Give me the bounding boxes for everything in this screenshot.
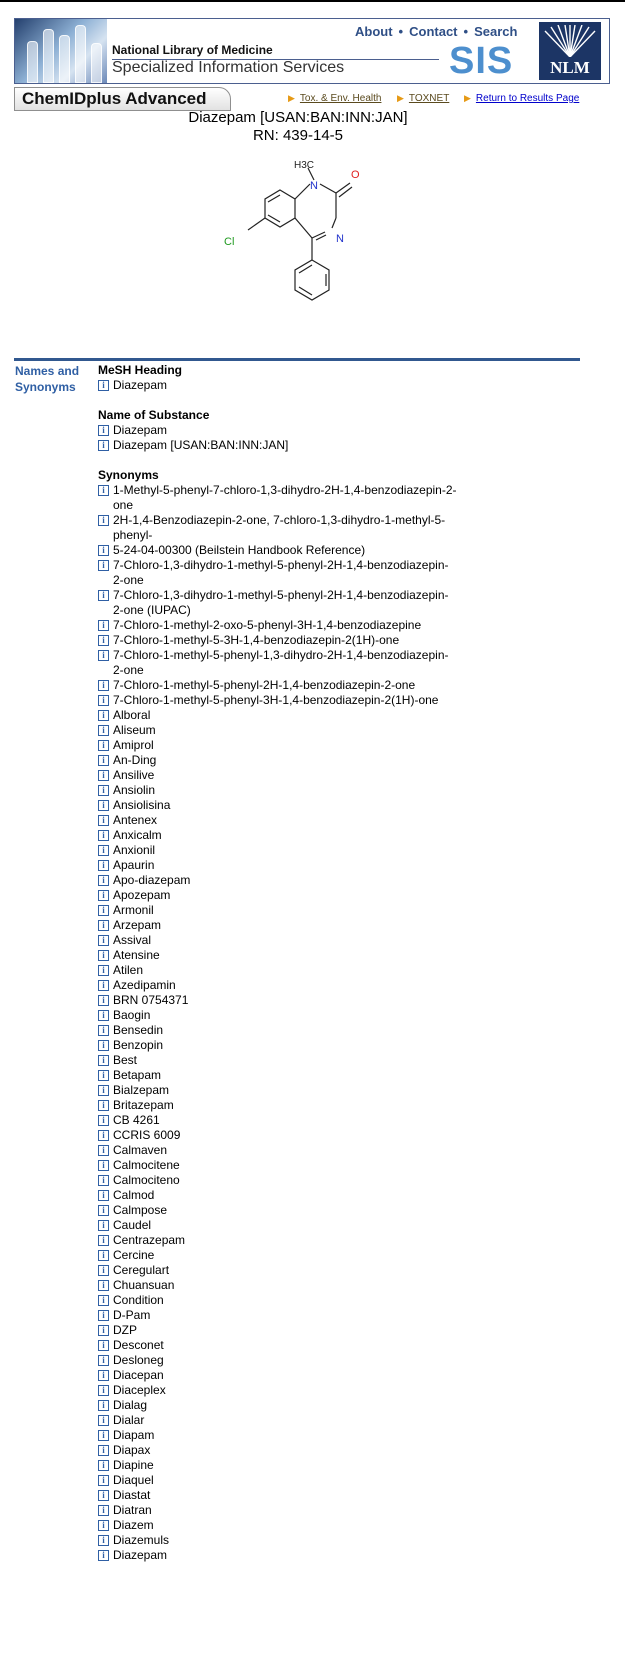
return-to-results-link[interactable]: Return to Results Page bbox=[475, 93, 580, 104]
info-icon[interactable]: i bbox=[98, 815, 109, 826]
info-icon[interactable]: i bbox=[98, 1280, 109, 1291]
list-item bbox=[98, 1188, 458, 1203]
list-item-text: BRN 0754371 bbox=[113, 993, 189, 1007]
list-item bbox=[98, 1413, 458, 1428]
list-item bbox=[98, 753, 458, 768]
info-icon[interactable]: i bbox=[98, 1295, 109, 1306]
info-icon[interactable]: i bbox=[98, 755, 109, 766]
list-item-text: Antenex bbox=[113, 813, 158, 827]
chemical-structure bbox=[200, 148, 400, 338]
list-item bbox=[98, 783, 458, 798]
names-synonyms-content bbox=[98, 363, 458, 1563]
list-item-text: D-Pam bbox=[113, 1308, 151, 1322]
list-item bbox=[98, 1008, 458, 1023]
info-icon[interactable]: i bbox=[98, 485, 109, 496]
list-item bbox=[98, 978, 458, 993]
list-item-text: Benzopin bbox=[113, 1038, 164, 1052]
list-item-text: Calmpose bbox=[113, 1203, 168, 1217]
about-link[interactable]: About bbox=[355, 24, 393, 39]
list-item bbox=[98, 948, 458, 963]
info-icon[interactable]: i bbox=[98, 1325, 109, 1336]
list-item bbox=[98, 1173, 458, 1188]
info-icon[interactable]: i bbox=[98, 980, 109, 991]
list-item bbox=[98, 1458, 458, 1473]
list-item bbox=[98, 888, 458, 903]
list-item-text: Betapam bbox=[113, 1068, 162, 1082]
list-item-text: Centrazepam bbox=[113, 1233, 186, 1247]
info-icon[interactable]: i bbox=[98, 770, 109, 781]
list-item-text: 2H-1,4-Benzodiazepin-2-one, 7-chloro-1,3-dihydro-1-methyl-5-phenyl- bbox=[113, 513, 446, 542]
info-icon[interactable]: i bbox=[98, 1385, 109, 1396]
list-item-text: Diazepam bbox=[113, 423, 168, 437]
compound-title: Diazepam [USAN:BAN:INN:JAN] bbox=[188, 109, 408, 126]
list-item bbox=[98, 648, 458, 678]
list-item-text: Diaquel bbox=[113, 1473, 154, 1487]
list-item bbox=[98, 798, 458, 813]
info-icon[interactable]: i bbox=[98, 560, 109, 571]
list-item-text: Diazepam bbox=[113, 1548, 168, 1562]
oxygen-label: O bbox=[351, 169, 360, 181]
list-item-text: 7-Chloro-1-methyl-5-phenyl-3H-1,4-benzodiazepin-2(1H)-one bbox=[113, 693, 439, 707]
methyl-label: H3C bbox=[294, 160, 315, 171]
list-item bbox=[98, 828, 458, 843]
info-icon[interactable]: i bbox=[98, 1085, 109, 1096]
info-icon[interactable]: i bbox=[98, 1010, 109, 1021]
return-results-link-wrap bbox=[464, 93, 579, 104]
list-item bbox=[98, 1338, 458, 1353]
list-item-text: Anxicalm bbox=[113, 828, 162, 842]
list-item bbox=[98, 378, 458, 393]
nitrogen-2-label: N bbox=[336, 233, 344, 245]
list-item bbox=[98, 768, 458, 783]
info-icon[interactable]: i bbox=[98, 1400, 109, 1411]
list-item-text: Diazem bbox=[113, 1518, 154, 1532]
info-icon[interactable]: i bbox=[98, 1265, 109, 1276]
arrow-icon: ▶ bbox=[464, 93, 471, 103]
list-item bbox=[98, 1368, 458, 1383]
info-icon[interactable]: i bbox=[98, 1460, 109, 1471]
info-icon[interactable]: i bbox=[98, 1430, 109, 1441]
list-item bbox=[98, 993, 458, 1008]
list-item-text: Diacepan bbox=[113, 1368, 164, 1382]
list-item bbox=[98, 918, 458, 933]
list-item-text: Dialar bbox=[113, 1413, 145, 1427]
banner-nav: About • Contact • Search bbox=[355, 24, 518, 39]
list-item-text: 1-Methyl-5-phenyl-7-chloro-1,3-dihydro-2H-1,4-benzodiazepin-2-one bbox=[113, 483, 457, 512]
list-item bbox=[98, 963, 458, 978]
list-item bbox=[98, 1278, 458, 1293]
info-icon[interactable]: i bbox=[98, 1055, 109, 1066]
list-item bbox=[98, 723, 458, 738]
info-icon[interactable]: i bbox=[98, 440, 109, 451]
list-item-text: Assival bbox=[113, 933, 152, 947]
info-icon[interactable]: i bbox=[98, 620, 109, 631]
info-icon[interactable]: i bbox=[98, 1160, 109, 1171]
list-item bbox=[98, 633, 458, 648]
info-icon[interactable]: i bbox=[98, 1250, 109, 1261]
list-item-text: Calmocitene bbox=[113, 1158, 180, 1172]
mesh-heading: MeSH Heading bbox=[98, 363, 183, 377]
list-item bbox=[98, 1233, 458, 1248]
sis-subtitle: Specialized Information Services bbox=[112, 59, 345, 76]
list-item bbox=[98, 1548, 458, 1563]
list-item-text: Condition bbox=[113, 1293, 164, 1307]
contact-link[interactable]: Contact bbox=[409, 24, 458, 39]
info-icon[interactable]: i bbox=[98, 1145, 109, 1156]
nitrogen-1-label: N bbox=[310, 180, 318, 192]
toxnet-link[interactable]: TOXNET bbox=[408, 93, 450, 104]
info-icon[interactable]: i bbox=[98, 830, 109, 841]
list-item-text: Dialag bbox=[113, 1398, 148, 1412]
info-icon[interactable]: i bbox=[98, 1205, 109, 1216]
list-item-text: Diapax bbox=[113, 1443, 151, 1457]
test-tubes-image bbox=[15, 19, 107, 83]
list-item bbox=[98, 1443, 458, 1458]
list-item bbox=[98, 813, 458, 828]
list-item bbox=[98, 903, 458, 918]
info-icon[interactable]: i bbox=[98, 1025, 109, 1036]
list-item bbox=[98, 858, 458, 873]
list-item-text: Chuansuan bbox=[113, 1278, 175, 1292]
list-item bbox=[98, 1533, 458, 1548]
info-icon[interactable]: i bbox=[98, 1040, 109, 1051]
list-item-text: Alboral bbox=[113, 708, 151, 722]
list-item bbox=[98, 1383, 458, 1398]
list-item-text: Apaurin bbox=[113, 858, 155, 872]
list-item-text: Diazepam [USAN:BAN:INN:JAN] bbox=[113, 438, 289, 452]
list-item bbox=[98, 1263, 458, 1278]
list-item bbox=[98, 738, 458, 753]
list-item bbox=[98, 618, 458, 633]
info-icon[interactable]: i bbox=[98, 1505, 109, 1516]
list-item-text: Calmod bbox=[113, 1188, 155, 1202]
chemidplus-tab bbox=[14, 87, 231, 111]
list-item-text: Aliseum bbox=[113, 723, 156, 737]
list-item-text: Diastat bbox=[113, 1488, 151, 1502]
list-item-text: Ansiolin bbox=[113, 783, 156, 797]
list-item-text: Ceregulart bbox=[113, 1263, 170, 1277]
site-banner bbox=[14, 18, 610, 84]
list-item bbox=[98, 1158, 458, 1173]
info-icon[interactable]: i bbox=[98, 1475, 109, 1486]
chlorine-label: Cl bbox=[224, 236, 235, 248]
list-item bbox=[98, 1023, 458, 1038]
chemidplus-title: ChemIDplus Advanced bbox=[22, 89, 207, 108]
list-item-text: Diazepam bbox=[113, 378, 168, 392]
info-icon[interactable]: i bbox=[98, 1445, 109, 1456]
list-item bbox=[98, 438, 458, 453]
list-item-text: 7-Chloro-1,3-dihydro-1-methyl-5-phenyl-2H-1,4-benzodiazepin-2-one (IUPAC) bbox=[113, 588, 449, 617]
synonyms-heading: Synonyms bbox=[98, 468, 159, 482]
list-item-text: DZP bbox=[113, 1323, 137, 1337]
list-item-text: Atilen bbox=[113, 963, 144, 977]
list-item bbox=[98, 423, 458, 438]
info-icon[interactable]: i bbox=[98, 1370, 109, 1381]
arrow-icon: ▶ bbox=[397, 93, 404, 103]
list-item bbox=[98, 588, 458, 618]
list-item-text: Diaceplex bbox=[113, 1383, 166, 1397]
section-label: Names and Synonyms bbox=[15, 364, 80, 394]
list-item-text: Diapine bbox=[113, 1458, 154, 1472]
list-item-text: An-Ding bbox=[113, 753, 157, 767]
list-item-text: 7-Chloro-1,3-dihydro-1-methyl-5-phenyl-2H-1,4-benzodiazepin-2-one bbox=[113, 558, 449, 587]
tox-env-health-link[interactable]: Tox. & Env. Health bbox=[299, 93, 382, 104]
list-item bbox=[98, 873, 458, 888]
list-item bbox=[98, 1113, 458, 1128]
list-item-text: CB 4261 bbox=[113, 1113, 160, 1127]
list-item-text: Bensedin bbox=[113, 1023, 164, 1037]
list-item bbox=[98, 1473, 458, 1488]
list-item bbox=[98, 1293, 458, 1308]
list-item bbox=[98, 1128, 458, 1143]
info-icon[interactable]: i bbox=[98, 1355, 109, 1366]
list-item bbox=[98, 1353, 458, 1368]
info-icon[interactable]: i bbox=[98, 635, 109, 646]
list-item bbox=[98, 1323, 458, 1338]
arrow-icon: ▶ bbox=[288, 93, 295, 103]
info-icon[interactable]: i bbox=[98, 1550, 109, 1561]
tox-env-health-link-wrap bbox=[288, 93, 381, 104]
info-icon[interactable]: i bbox=[98, 860, 109, 871]
list-item-text: Desconet bbox=[113, 1338, 164, 1352]
info-icon[interactable]: i bbox=[98, 380, 109, 391]
list-item bbox=[98, 1083, 458, 1098]
list-item bbox=[98, 1428, 458, 1443]
list-item bbox=[98, 1203, 458, 1218]
list-item bbox=[98, 513, 458, 543]
list-item-text: Apo-diazepam bbox=[113, 873, 191, 887]
sis-logo[interactable]: SIS bbox=[449, 40, 514, 82]
list-item bbox=[98, 1503, 458, 1518]
info-icon[interactable]: i bbox=[98, 650, 109, 661]
list-item bbox=[98, 708, 458, 723]
info-icon[interactable]: i bbox=[98, 425, 109, 436]
info-icon[interactable]: i bbox=[98, 1190, 109, 1201]
info-icon[interactable]: i bbox=[98, 1220, 109, 1231]
list-item bbox=[98, 678, 458, 693]
list-item-text: Caudel bbox=[113, 1218, 152, 1232]
info-icon[interactable]: i bbox=[98, 1175, 109, 1186]
list-item bbox=[98, 1143, 458, 1158]
info-icon[interactable]: i bbox=[98, 1100, 109, 1111]
list-item-text: Ansilive bbox=[113, 768, 155, 782]
info-icon[interactable]: i bbox=[98, 1535, 109, 1546]
info-icon[interactable]: i bbox=[98, 1235, 109, 1246]
list-item bbox=[98, 543, 458, 558]
toxnet-link-wrap bbox=[397, 93, 449, 104]
section-rule bbox=[14, 358, 580, 361]
list-item bbox=[98, 558, 458, 588]
search-link[interactable]: Search bbox=[474, 24, 518, 39]
list-item bbox=[98, 1038, 458, 1053]
list-item bbox=[98, 1398, 458, 1413]
list-item-text: 7-Chloro-1-methyl-5-3H-1,4-benzodiazepin-2(1H)-one bbox=[113, 633, 400, 647]
registry-number: RN: 439-14-5 bbox=[252, 127, 344, 144]
list-item-text: Ansiolisina bbox=[113, 798, 171, 812]
list-item-text: Amiprol bbox=[113, 738, 154, 752]
info-icon[interactable]: i bbox=[98, 1115, 109, 1126]
list-item bbox=[98, 693, 458, 708]
info-icon[interactable]: i bbox=[98, 1070, 109, 1081]
info-icon[interactable]: i bbox=[98, 845, 109, 856]
nlm-logo[interactable] bbox=[538, 21, 602, 81]
info-icon[interactable]: i bbox=[98, 680, 109, 691]
list-item bbox=[98, 483, 458, 513]
list-item-text: Calmaven bbox=[113, 1143, 168, 1157]
list-item-text: Azedipamin bbox=[113, 978, 176, 992]
nlm-logo-text: NLM bbox=[550, 58, 590, 77]
info-icon[interactable]: i bbox=[98, 965, 109, 976]
info-icon[interactable]: i bbox=[98, 710, 109, 721]
list-item-text: Britazepam bbox=[113, 1098, 174, 1112]
list-item-text: 7-Chloro-1-methyl-5-phenyl-1,3-dihydro-2H-1,4-benzodiazepin-2-one bbox=[113, 648, 449, 677]
list-item bbox=[98, 1248, 458, 1263]
list-item-text: CCRIS 6009 bbox=[113, 1128, 181, 1142]
info-icon[interactable]: i bbox=[98, 515, 109, 526]
list-item-text: Atensine bbox=[113, 948, 160, 962]
info-icon[interactable]: i bbox=[98, 935, 109, 946]
list-item-text: Arzepam bbox=[113, 918, 162, 932]
info-icon[interactable]: i bbox=[98, 1310, 109, 1321]
list-item-text: 7-Chloro-1-methyl-5-phenyl-2H-1,4-benzodiazepin-2-one bbox=[113, 678, 416, 692]
nlm-title: National Library of Medicine bbox=[112, 43, 273, 57]
top-rule bbox=[0, 0, 625, 2]
info-icon[interactable]: i bbox=[98, 1340, 109, 1351]
list-item-text: Cercine bbox=[113, 1248, 155, 1262]
info-icon[interactable]: i bbox=[98, 995, 109, 1006]
info-icon[interactable]: i bbox=[98, 545, 109, 556]
list-item bbox=[98, 1098, 458, 1113]
info-icon[interactable]: i bbox=[98, 1130, 109, 1141]
info-icon[interactable]: i bbox=[98, 950, 109, 961]
list-item bbox=[98, 1488, 458, 1503]
list-item-text: 5-24-04-00300 (Beilstein Handbook Reference) bbox=[113, 543, 366, 557]
list-item-text: Armonil bbox=[113, 903, 154, 917]
list-item-text: Diazemuls bbox=[113, 1533, 170, 1547]
info-icon[interactable]: i bbox=[98, 695, 109, 706]
substance-heading: Name of Substance bbox=[98, 408, 210, 422]
list-item-text: Diapam bbox=[113, 1428, 155, 1442]
list-item-text: Apozepam bbox=[113, 888, 171, 902]
list-item bbox=[98, 1053, 458, 1068]
list-item-text: Baogin bbox=[113, 1008, 151, 1022]
list-item bbox=[98, 1218, 458, 1233]
list-item bbox=[98, 1308, 458, 1323]
info-icon[interactable]: i bbox=[98, 590, 109, 601]
info-icon[interactable]: i bbox=[98, 725, 109, 736]
list-item-text: Bialzepam bbox=[113, 1083, 170, 1097]
list-item bbox=[98, 1068, 458, 1083]
info-icon[interactable]: i bbox=[98, 890, 109, 901]
list-item bbox=[98, 843, 458, 858]
list-item-text: 7-Chloro-1-methyl-2-oxo-5-phenyl-3H-1,4-benzodiazepine bbox=[113, 618, 422, 632]
list-item bbox=[98, 1518, 458, 1533]
list-item bbox=[98, 933, 458, 948]
info-icon[interactable]: i bbox=[98, 1490, 109, 1501]
info-icon[interactable]: i bbox=[98, 785, 109, 796]
info-icon[interactable]: i bbox=[98, 875, 109, 886]
info-icon[interactable]: i bbox=[98, 1415, 109, 1426]
info-icon[interactable]: i bbox=[98, 905, 109, 916]
list-item-text: Best bbox=[113, 1053, 138, 1067]
info-icon[interactable]: i bbox=[98, 740, 109, 751]
list-item-text: Anxionil bbox=[113, 843, 156, 857]
list-item-text: Diatran bbox=[113, 1503, 152, 1517]
list-item-text: Calmociteno bbox=[113, 1173, 180, 1187]
info-icon[interactable]: i bbox=[98, 920, 109, 931]
info-icon[interactable]: i bbox=[98, 1520, 109, 1531]
list-item-text: Desloneg bbox=[113, 1353, 164, 1367]
info-icon[interactable]: i bbox=[98, 800, 109, 811]
